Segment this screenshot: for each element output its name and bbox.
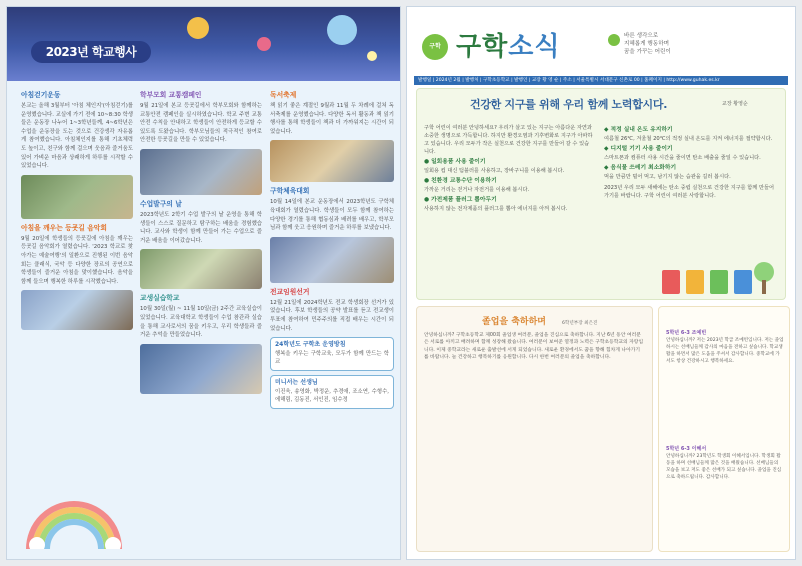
event-photo — [21, 175, 133, 219]
policy-box — [270, 337, 394, 371]
graduation-body: 안녕하십니까? 구학초등학교 제00회 졸업생 여러분, 졸업을 진심으로 축하합니다. 지난 6년 동안 여러분은 서로를 아끼고 배려하며 함께 성장해 왔습니다. 여러분이 보여준 열정과 노력은 구학초등학교의 자랑입니다. 이제 중학교라는 새로운 출발선에 서게 되었습니다. 새로운 환경에서도 꿈을 향해 힘차게 나아가기를 바랍니다. 늘 건강하고 행복하기를 응원합니다. 다시 한번 여러분의 졸업을 축하합니다. — [424, 333, 644, 361]
tip-title: ◆ 디지털 기기 사용 줄이기 — [604, 146, 673, 152]
article-closing: 2023년 우리 모두 새해에는 탄소 중립 실천으로 건강한 지구를 함께 만들어 가기를 바랍니다. 구학 어린이 여러분 사랑합니다. — [604, 185, 775, 199]
recycle-bins-illustration — [660, 258, 776, 294]
letter-body: 안녕하십니까? 저는 2023년 학급 조예빈입니다. 저는 졸업하시는 선배님들께 감사의 마음을 전하고 싶습니다. 학교생활을 하면서 많은 도움을 주셔서 감사합니다. 중학교에 가서도 항상 건강하시고 행복하세요. — [666, 338, 784, 364]
rainbow-illustration — [19, 489, 129, 549]
event-photo — [140, 344, 262, 394]
section-body: 9월 20일에 학생들의 등굣길에 아침을 깨우는 등굣길 음악회가 열렸습니다. '2023 학교로 찾아가는 예술여행'의 일환으로 진행된 이번 음악회는 클래식, 국악 등 다양한 장르의 공연으로 학생들이 즐거운 아침을 맞이했습니다. 음악을 함께 들으며 행복한 하루를 시작했습니다. — [21, 235, 133, 285]
article-body: 구학 어린이 여러분 안녕하세요? 우리가 살고 있는 지구는 아름다운 자연과 소중한 생명으로 가득합니다. 하지만 환경오염과 기후변화로 지구가 아파하고 있습니다. 우리 모두가 작은 실천으로 건강한 지구를 만들어 갈 수 있습니다. — [424, 125, 593, 155]
box-body: 이진욱, 송영화, 박정운, 추경애, 조소연, 수형수, 에해림, 김동진, 서인진, 임수정 — [275, 388, 389, 404]
section-title: 아침을 깨우는 등굣길 음악회 — [21, 223, 107, 232]
tip-body: 여름철 26℃, 겨울철 20℃의 적정 실내 온도를 지켜 에너지를 절약합시다. — [604, 136, 773, 142]
article-column-1 — [424, 124, 594, 213]
letter-author: 5학년 6-3 조예빈 — [666, 330, 707, 336]
letter-author: 5학년 6-3 이혜서 — [666, 446, 707, 452]
section-body: 12월 21일에 2024학년도 전교 학생회장 선거가 있었습니다. 후보 학생들의 공약 발표를 듣고 전교생이 투표에 참여하여 민주주의를 직접 배우는 시간이 되었습니다. — [270, 299, 394, 332]
event-photo — [21, 290, 133, 330]
planet-icon — [327, 15, 357, 45]
school-logo-icon: 구학 — [422, 34, 448, 60]
section-title: 아침걷기운동 — [21, 91, 61, 99]
section-title: 학부모회 교통캠페인 — [140, 91, 202, 99]
tip-title: ● 가전제품 플러그 뽑아두기 — [424, 197, 497, 203]
box-body: 행복을 키우는 구학교육, 모두가 함께 만드는 학교 — [275, 350, 389, 366]
letter-body: 안녕하십니까? 23학년도 학생회 이혜서입니다. 학생회 활동을 하며 선배님들께 많은 것을 배웠습니다. 선배님들의 모습을 보고 저도 좋은 선배가 되고 싶습니다. 졸업을 진심으로 축하드립니다. 감사합니다. — [666, 454, 782, 480]
event-photo — [270, 237, 394, 283]
tip-body: 스마트폰과 컴퓨터 사용 시간을 줄이면 탄소 배출을 줄일 수 있습니다. — [604, 155, 761, 161]
box-title: 24학년도 구학초 운영방침 — [275, 341, 346, 349]
title-part-b: 소식 — [508, 32, 561, 62]
tip-title: ● 일회용품 사용 줄이기 — [424, 159, 486, 165]
publication-info-bar: 발행일 | 2024년 2월 | 발행처 | 구학초등학교 | 발행인 | 교장 황 영 순 | 주소 | 서울특별시 서대문구 신촌로 00 | 홈페이지 | http://www.guhak.es.kr — [414, 76, 788, 85]
event-photo — [140, 149, 262, 195]
section-title: 독서축제 — [270, 91, 297, 99]
tip-body: 사용하지 않는 전자제품의 플러그를 뽑아 에너지를 아껴 봅시다. — [424, 206, 568, 212]
planet-icon — [187, 17, 209, 39]
letter-1 — [666, 330, 784, 365]
star-icon — [367, 51, 377, 61]
motto-line: 꿈을 가꾸는 어린이 — [624, 49, 671, 55]
tip-body: 일회용 컵 대신 텀블러를 사용하고, 장바구니를 이용해 봅시다. — [424, 168, 565, 174]
section-title: 교생실습학교 — [140, 294, 180, 303]
motto-icon — [608, 34, 620, 46]
planet-icon — [257, 37, 271, 51]
tip-body: 먹을 만큼만 덜어 먹고, 남기지 않는 습관을 길러 봅시다. — [604, 174, 731, 180]
newsletter-title — [456, 26, 560, 63]
school-motto — [624, 32, 671, 56]
tip-body: 가까운 거리는 걷거나 자전거를 이용해 봅시다. — [424, 187, 530, 193]
section-body: 10월 14일에 본교 운동장에서 2023학년도 구학체육대회가 열렸습니다. 학생들이 모두 함께 참여하는 다양한 경기를 통해 협동심과 배려를 배우고, 학부모님과 함께 웃고 응원하며 즐거운 하루를 보냈습니다. — [270, 199, 394, 232]
section-body: 책 읽기 좋은 계절인 9월과 11월 두 차례에 걸쳐 독서축제를 운영했습니다. 다양한 독서 활동과 책 읽기 행사를 통해 학생들이 책과 더 가까워지는 시간이 되었습니다. — [270, 103, 394, 135]
event-photo — [140, 249, 262, 289]
article-headline: 건강한 지구를 위해 우리 함께 노력합시다. — [470, 98, 668, 111]
box-title: 미니서는 선생님 — [275, 378, 318, 386]
title-part-a: 구학 — [456, 32, 509, 62]
event-photo — [270, 140, 394, 182]
left-column-2 — [140, 87, 262, 398]
letter-2 — [666, 446, 784, 481]
article-byline: 교장 황영순 — [722, 101, 748, 107]
tip-title: ◆ 적정 실내 온도 유지하기 — [604, 127, 673, 133]
page-title: 2023년 학교행사 — [31, 41, 151, 63]
section-title: 구학체육대회 — [270, 187, 310, 196]
tip-title: ◆ 음식물 쓰레기 최소화하기 — [604, 165, 677, 171]
graduation-author: 6학년부장 최은진 — [562, 321, 598, 326]
teachers-box — [270, 375, 394, 409]
section-body: 9월 21일에 본교 등굣길에서 학부모회와 함께하는 교통안전 캠페인을 실시하였습니다. 학교 주변 교통안전 수칙을 안내하고 학생들이 안전하게 등교할 수 있도록 도왔습니다. 학부모님들의 적극적인 참여로 안전한 등굣길을 만들 수 있었습니다. — [140, 103, 262, 144]
section-body: 2023학년도 2학기 수업 발구의 날 운영을 통해 학생들이 스스로 질문하고 탐구하는 배움을 경험했습니다. 교사와 학생이 함께 만들어 가는 수업으로 즐거운 배움을 이어갔습니다. — [140, 211, 262, 244]
left-page — [6, 6, 401, 560]
section-title: 수업발구의 날 — [140, 199, 182, 208]
left-column-1 — [21, 87, 133, 334]
graduation-title: 졸업을 축하하며 — [482, 317, 546, 327]
tip-title: ● 친환경 교통수단 이용하기 — [424, 178, 497, 184]
section-title: 전교임원선거 — [270, 287, 310, 296]
motto-line: 지혜롭게 행동하며 — [624, 41, 670, 47]
left-column-3 — [270, 87, 394, 409]
article-column-2 — [604, 124, 778, 200]
section-body: 10월 30일(월) ~ 11월 10일(금) 2주간 교육실습이 있었습니다. 교육대학교 학생들이 수업 참관과 실습을 통해 교사로서의 꿈을 키우고, 우리 학생들과 즐거운 추억을 만들었습니다. — [140, 306, 262, 339]
section-body: 본교는 올해 3월부터 '아침 체인지'(아침걷기)를 운영했습니다. 교실에 가기 전에 10~8:30 학생들은 운동장 나누어 1~3학년들께, 4~6학년은 수업을 운동장을 도는 것으로 건강생각 자유롭게 참여했습니다. 아침체인지를 통해 기초체력도 높이고, 친구와 함께 걸으며 웃음과 즐거움도 있어 가벼운 마음과 상쾌하게 하루를 시작할 수 있었습니다. — [21, 103, 133, 170]
motto-line: 바른 생각으로 — [624, 33, 659, 39]
